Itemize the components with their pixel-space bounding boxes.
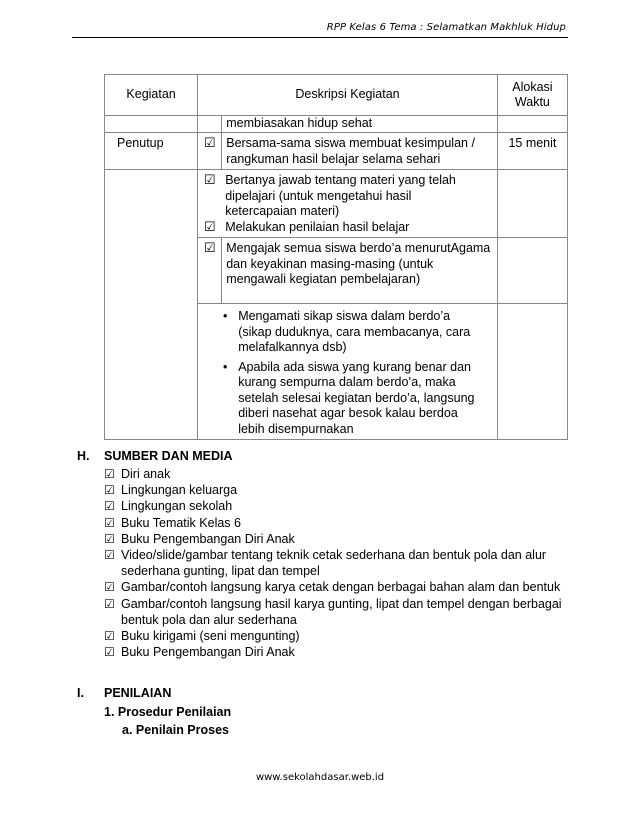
sumber-media-list <box>104 466 581 660</box>
list-item-text: Lingkungan sekolah <box>121 499 233 514</box>
checkbox-icon: ☑ <box>104 515 115 530</box>
checkbox-icon: ☑ <box>203 219 216 235</box>
table-row <box>105 116 568 133</box>
penutup-label: Penutup <box>105 133 198 170</box>
page-header: RPP Kelas 6 Tema : Selamatkan Makhluk Hidup <box>326 22 566 33</box>
header-alokasi-line2: Waktu <box>514 95 550 109</box>
header-alokasi <box>497 75 567 116</box>
checkbox-icon: ☑ <box>104 629 115 644</box>
list-item-text: Diri anak <box>121 467 171 481</box>
checkbox-icon: ☑ <box>104 483 115 498</box>
section-h-title: SUMBER DAN MEDIA <box>104 449 233 463</box>
list-item-text: Gambar/contoh langsung hasil karya gunting, lipat dan tempel dengan berbagai bentuk pola dan alur sederhana <box>121 596 562 627</box>
list-item <box>198 173 497 220</box>
list-item-text: Video/slide/gambar tentang teknik cetak sederhana dan bentuk pola dan alur sederhana gunting, lipat dan tempel <box>121 548 547 579</box>
list-item <box>104 644 581 660</box>
list-item <box>104 498 581 514</box>
penutup-row1: Bersama-sama siswa membuat kesimpulan / rangkuman hasil belajar selama sehari <box>222 133 498 170</box>
section-i-heading <box>77 686 171 700</box>
page-footer: www.sekolahdasar.web.id <box>255 772 385 783</box>
list-item-text: Lingkungan keluarga <box>121 483 238 498</box>
bullet-text-1: Mengamati sikap siswa dalam berdo’a (sikap duduknya, cara membacanya, cara melafalkannya dsb) <box>238 309 471 354</box>
checkbox-icon: ☑ <box>104 580 115 595</box>
section-h-number: H. <box>77 449 90 463</box>
list-item-text: Gambar/contoh langsung karya cetak dengan berbagai bahan alam dan bentuk <box>121 580 561 595</box>
list-item <box>104 596 581 628</box>
subsection-proses: a. Penilain Proses <box>122 723 229 737</box>
list-item <box>104 547 581 579</box>
table-row <box>105 238 568 304</box>
checkbox-icon: ☑ <box>104 531 115 546</box>
table-row <box>105 133 568 170</box>
header-deskripsi: Deskripsi Kegiatan <box>198 75 498 116</box>
list-item <box>104 482 581 498</box>
table-row <box>105 170 568 238</box>
list-item-text: Buku Tematik Kelas 6 <box>121 515 241 530</box>
list-item <box>214 309 497 360</box>
list-item <box>104 466 581 482</box>
list-item-text: Buku Pengembangan Diri Anak <box>121 531 295 546</box>
penutup-time: 15 menit <box>497 133 567 170</box>
bullet-icon: • <box>222 359 228 374</box>
list-item <box>104 628 581 644</box>
activity-table <box>104 74 568 440</box>
list-item-text: Buku Pengembangan Diri Anak <box>121 645 295 660</box>
list-item-text: Buku kirigami (seni mengunting) <box>121 629 300 644</box>
table-row <box>105 304 568 440</box>
section-h-heading <box>77 449 232 463</box>
checkbox-icon: ☑ <box>104 467 115 481</box>
list-item <box>214 360 497 438</box>
checkbox-icon: ☑ <box>203 173 216 188</box>
penutup-row2b: Melakukan penilaian hasil belajar <box>225 219 410 234</box>
checkbox-icon: ☑ <box>198 133 222 170</box>
section-i-number: I. <box>77 686 84 700</box>
bullet-icon: • <box>222 309 228 323</box>
header-kegiatan: Kegiatan <box>105 75 198 116</box>
checkbox-icon: ☑ <box>104 499 115 514</box>
subsection-prosedur: 1. Prosedur Penilaian <box>104 705 232 719</box>
checkbox-icon: ☑ <box>198 238 222 304</box>
checkbox-icon: ☑ <box>104 596 115 611</box>
list-item <box>104 531 581 547</box>
checkbox-icon: ☑ <box>104 548 115 563</box>
continued-text: membiasakan hidup sehat <box>222 116 498 133</box>
header-alokasi-line1: Alokasi <box>512 79 553 94</box>
list-item <box>198 220 497 236</box>
checkbox-icon: ☑ <box>104 645 115 660</box>
list-item <box>104 579 581 595</box>
bullet-text-2: Apabila ada siswa yang kurang benar dan kurang sempurna dalam berdo’a, maka setelah selesai kegiatan berdo’a, langsung diberi nasehat agar besok kalau berdoa lebih disempurnakan <box>238 359 475 436</box>
section-i-title: PENILAIAN <box>104 686 172 700</box>
header-rule <box>72 37 568 38</box>
penutup-row3: Mengajak semua siswa berdo’a menurutAgama dan keyakinan masing-masing (untuk mengawali kegiatan pembelajaran) <box>222 238 498 304</box>
penutup-row2a: Bertanya jawab tentang materi yang telah dipelajari (untuk mengetahui hasil ketercapaian materi) <box>225 173 456 218</box>
bullet-list <box>214 309 497 437</box>
table-header-row <box>105 75 568 116</box>
list-item <box>104 515 581 531</box>
